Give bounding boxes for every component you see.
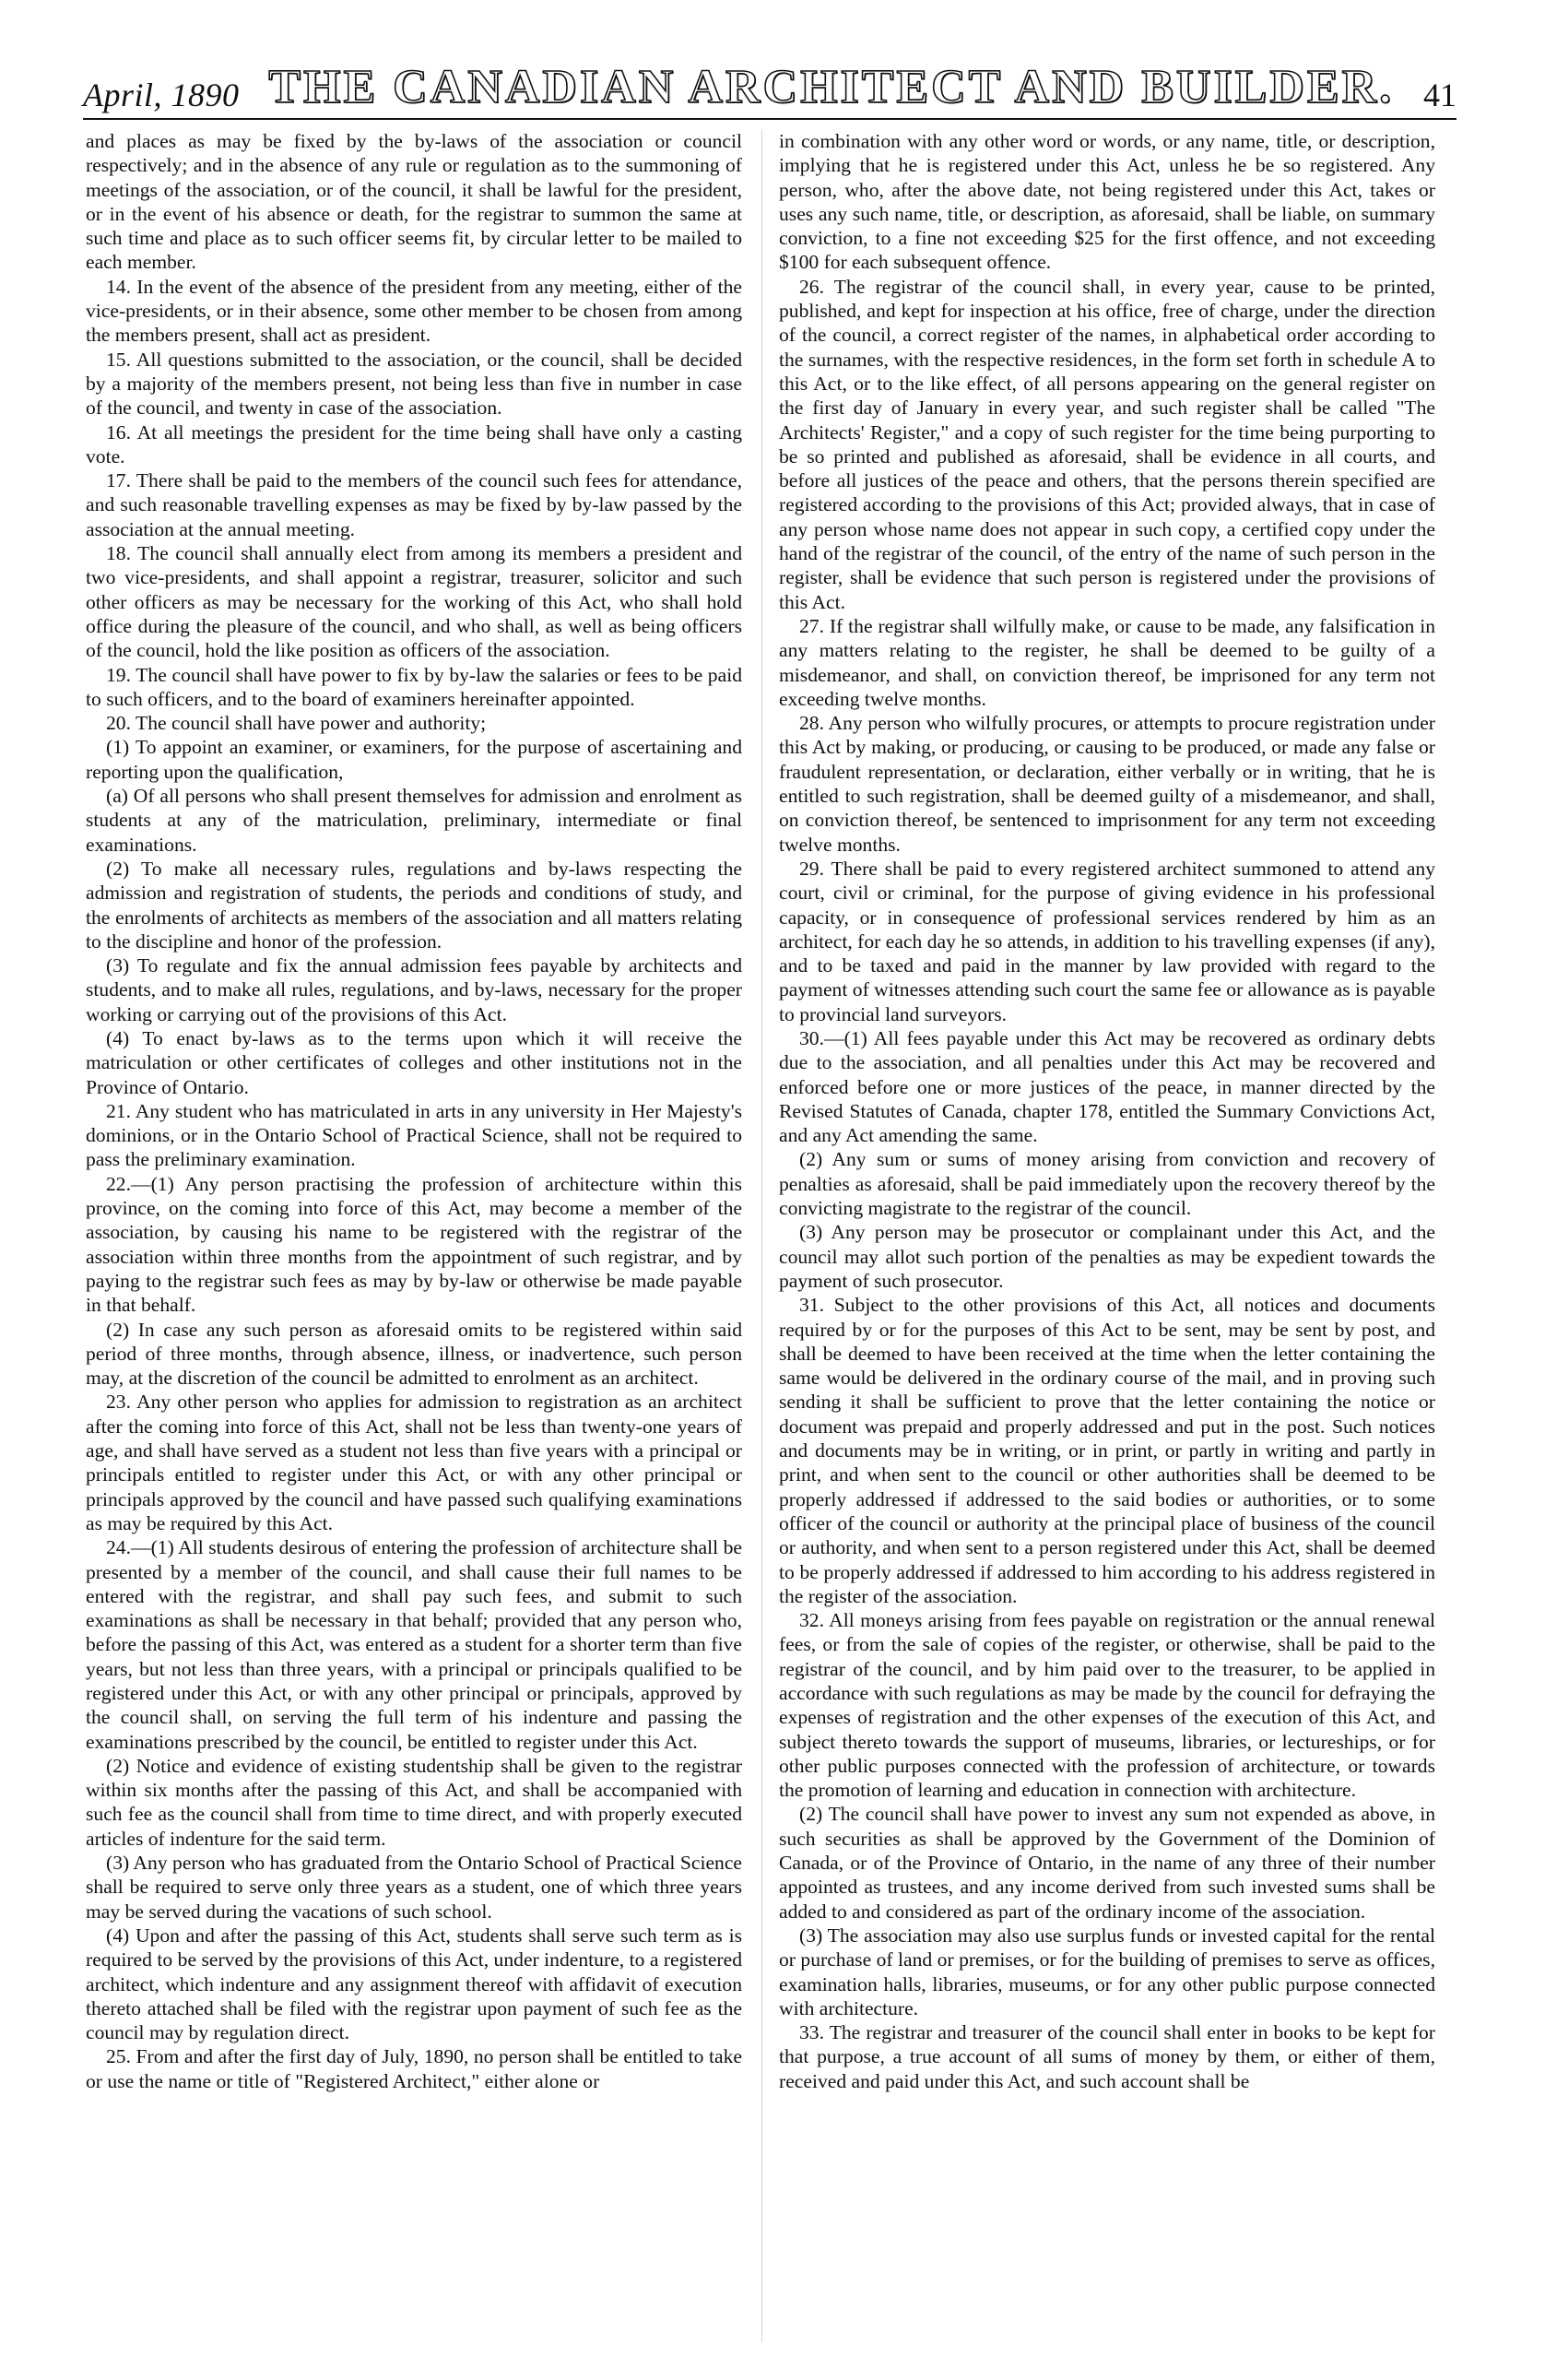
paragraph: 23. Any other person who applies for admission to registration as an architect after the coming into force of this Act, shall not be less than twenty-one years of age, and shall have served as a student not less than five years with a principal or principals entitled to register under this Act, or with any other principal or principals approved by the council and have passed such qualifying examinations as may be required by this Act.	[86, 1391, 742, 1534]
paragraph: 16. At all meetings the president for the time being shall have only a casting vote.	[86, 420, 742, 468]
paragraph: (3) Any person may be prosecutor or complainant under this Act, and the council may allot such portion of the penalties as may be expedient towards the payment of such prosecutor.	[779, 1221, 1435, 1292]
paragraph: 28. Any person who wilfully procures, or attempts to procure registration under this Act by making, or producing, or causing to be produced, or made any false or fraudulent representation, or declaration, either verbally or in writing, that he is entitled to such registration, shall be deemed guilty of a misdemeanor, and shall, on conviction thereof, be sentenced to imprisonment for any term not exceeding twelve months.	[779, 712, 1435, 856]
paragraph: 19. The council shall have power to fix by by-law the salaries or fees to be paid to such officers, and to the board of examiners hereinafter appointed.	[86, 663, 742, 710]
header-rule	[83, 118, 1457, 120]
paragraph: (a) Of all persons who shall present themselves for admission and enrolment as students at any of the matriculation, preliminary, intermediate or final examinations.	[86, 785, 742, 856]
left-column	[86, 129, 742, 2361]
publication-title: THE CANADIAN ARCHITECT AND BUILDER.	[268, 61, 1395, 113]
paragraph: 14. In the event of the absence of the president from any meeting, either of the vice-presidents, or in their absence, some other member to be chosen from among the members present, shall act as president.	[86, 275, 742, 347]
paragraph: 29. There shall be paid to every registered architect summoned to attend any court, civil or criminal, for the purpose of giving evidence in his professional capacity, or in consequence of professional services rendered by him as an architect, for each day he so attends, in addition to his travelling expenses (if any), and to be taxed and paid in the manner by law provided with regard to the payment of witnesses attending such court the same fee or allowance as is payable to provincial land surveyors.	[779, 857, 1435, 1025]
paragraph: and places as may be fixed by the by-laws of the association or council respectively; and in the absence of any rule or regulation as to the summoning of meetings of the association, or of the council, it shall be lawful for the president, or in the event of his absence or death, for the registrar to summon the same at such time and place as to such officer seems fit, by circular letter to be mailed to each member.	[86, 130, 742, 274]
paragraph: 31. Subject to the other provisions of this Act, all notices and documents required by or for the purposes of this Act to be sent, may be sent by post, and shall be deemed to have been received at the time when the letter containing the same would be delivered in the ordinary course of the mail, and in proving such sending it shall be sufficient to prove that the letter containing the notice or document was prepaid and properly addressed and put in the post. Such notices and documents may be in writing, or in print, or partly in writing and partly in print, and when sent to the council or other authorities shall be deemed to be properly addressed if addressed to the said bodies or authorities, or to some officer of the council or authority at the principal place of business of the council or authority, and when sent to a person registered under this Act, shall be deemed to be properly addressed if addressed to him according to his address registered in the register of the association.	[779, 1294, 1435, 1607]
paragraph: (2) Notice and evidence of existing studentship shall be given to the registrar within six months after the passing of this Act, and shall be accompanied with such fee as the council shall from time to time direct, and with properly executed articles of indenture for the said term.	[86, 1754, 742, 1850]
paragraph: (2) Any sum or sums of money arising from conviction and recovery of penalties as aforesaid, shall be paid immediately upon the recovery thereof by the convicting magistrate to the registrar of the council.	[779, 1148, 1435, 1220]
paragraph: 27. If the registrar shall wilfully make, or cause to be made, any falsification in any matters relating to the register, he shall be deemed to be guilty of a misdemeanor, and shall, on conviction thereof, be imprisoned for any term not exceeding twelve months.	[779, 614, 1435, 710]
paragraph: (2) In case any such person as aforesaid omits to be registered within said period of three months, through absence, illness, or inadvertence, such person may, at the discretion of the council be admitted to enrolment as an architect.	[86, 1318, 742, 1390]
paragraph: (1) To appoint an examiner, or examiners, for the purpose of ascertaining and reporting upon the qualification,	[86, 736, 742, 783]
paragraph: 17. There shall be paid to the members of the council such fees for attendance, and such reasonable travelling expenses as may be fixed by by-law passed by the association at the annual meeting.	[86, 469, 742, 540]
paragraph: in combination with any other word or words, or any name, title, or description, implying that he is registered under this Act, unless he be so registered. Any person, who, after the above date, not being registered under this Act, takes or uses any such name, title, or description, as aforesaid, shall be liable, on summary conviction, to a fine not exceeding $25 for the first offence, and not exceeding $100 for each subsequent offence.	[779, 130, 1435, 274]
paragraph: (2) To make all necessary rules, regulations and by-laws respecting the admission and registration of students, the periods and conditions of study, and the enrolments of architects as members of the association and all matters relating to the discipline and honor of the profession.	[86, 857, 742, 953]
paragraph: (4) Upon and after the passing of this Act, students shall serve such term as is required to be served by the provisions of this Act, under indenture, to a registered architect, which indenture and any assignment thereof with affidavit of execution thereto attached shall be filed with the registrar upon payment of such fee as the council may by regulation direct.	[86, 1924, 742, 2044]
page-header	[83, 41, 1457, 114]
paragraph: (3) Any person who has graduated from the Ontario School of Practical Science shall be required to serve only three years as a student, one of which three years may be served during the vacations of such school.	[86, 1852, 742, 1923]
paragraph: (2) The council shall have power to invest any sum not expended as above, in such securities as shall be approved by the Government of the Dominion of Canada, or of the Province of Ontario, in the name of any three of their number appointed as trustees, and any income derived from such invested sums shall be added to and considered as part of the ordinary income of the association.	[779, 1803, 1435, 1923]
paragraph: 18. The council shall annually elect from among its members a president and two vice-presidents, and shall appoint a registrar, treasurer, solicitor and such other officers as may be necessary for the working of this Act, who shall hold office during the pleasure of the council, and who shall, as well as being officers of the council, hold the like position as officers of the association.	[86, 542, 742, 662]
paragraph: 15. All questions submitted to the association, or the council, shall be decided by a majority of the members present, not being less than five in number in case of the council, and twenty in case of the association.	[86, 348, 742, 420]
paragraph: 32. All moneys arising from fees payable on registration or the annual renewal fees, or from the sale of copies of the register, or otherwise, shall be paid to the registrar of the council, and by him paid over to the treasurer, to be applied in accordance with such regulations as may be made by the council for defraying the expenses of registration and the other expenses of the execution of this Act, and subject thereto towards the support of museums, libraries, or lectureships, or for other public purposes connected with the profession of architecture, or towards the promotion of learning and education in connection with architecture.	[779, 1609, 1435, 1802]
column-divider	[761, 129, 762, 2342]
paragraph: 25. From and after the first day of July, 1890, no person shall be entitled to take or use the name or title of "Registered Architect," either alone or	[86, 2045, 742, 2092]
right-column	[779, 129, 1435, 2361]
paragraph: 24.—(1) All students desirous of entering the profession of architecture shall be presented by a member of the council, and shall cause their full names to be entered with the registrar, and shall pay such fees, and submit to such examinations as shall be necessary in that behalf; provided that any person who, before the passing of this Act, was entered as a student for a shorter term than five years, but not less than three years, with a principal or principals qualified to be registered under this Act, or with any other principal or principals, approved by the council shall, on serving the full term of his indenture and passing the examinations prescribed by the council, be entitled to register under this Act.	[86, 1536, 742, 1753]
paragraph: 21. Any student who has matriculated in arts in any university in Her Majesty's dominions, or in the Ontario School of Practical Science, shall not be required to pass the preliminary examination.	[86, 1099, 742, 1171]
paragraph: 20. The council shall have power and authority;	[106, 712, 487, 735]
paragraph: 26. The registrar of the council shall, in every year, cause to be printed, published, and kept for inspection at his office, free of charge, under the direction of the council, a correct register of the names, in alphabetical order according to the surnames, with the respective residences, in the form set forth in schedule A to this Act, or to the like effect, of all persons appearing on the general register on the first day of January in every year, and such register shall be called "The Architects' Register," and a copy of such register for the time being purporting to be so printed and published as aforesaid, shall be evidence in all courts, and before all justices of the peace and others, that the persons therein specified are registered according to the provisions of this Act; provided always, that in case of any person whose name does not appear in such copy, a certified copy under the hand of the registrar of the council, of the entry of the name of such person in the register, shall be evidence that such person is registered under the provisions of this Act.	[779, 275, 1435, 613]
page-number: 41	[1423, 77, 1457, 113]
issue-date: April, 1890	[83, 77, 240, 113]
paragraph: (3) To regulate and fix the annual admission fees payable by architects and students, and to make all rules, regulations, and by-laws, necessary for the proper working or carrying out of the provisions of this Act.	[86, 954, 742, 1025]
paragraph: (3) The association may also use surplus funds or invested capital for the rental or purchase of land or premises, or for the building of premises to serve as offices, examination halls, libraries, museums, or for any other public purpose connected with architecture.	[779, 1924, 1435, 2019]
paragraph: 22.—(1) Any person practising the profession of architecture within this province, on the coming into force of this Act, may become a member of the association, by causing his name to be registered with the registrar of the association within three months from the appointment of such registrar, and by paying to the registrar such fees as may by by-law or otherwise be made payable in that behalf.	[86, 1172, 742, 1317]
paragraph: 30.—(1) All fees payable under this Act may be recovered as ordinary debts due to the association, and all penalties under this Act may be recovered and enforced before one or more justices of the peace, in manner directed by the Revised Statutes of Canada, chapter 178, entitled the Summary Convictions Act, and any Act amending the same.	[779, 1026, 1435, 1147]
paragraph: 33. The registrar and treasurer of the council shall enter in books to be kept for that purpose, a true account of all sums of money by them, or either of them, received and paid under this Act, and such account shall be	[779, 2021, 1435, 2092]
paragraph: (4) To enact by-laws as to the terms upon which it will receive the matriculation or other certificates of colleges and other institutions not in the Province of Ontario.	[86, 1026, 742, 1098]
